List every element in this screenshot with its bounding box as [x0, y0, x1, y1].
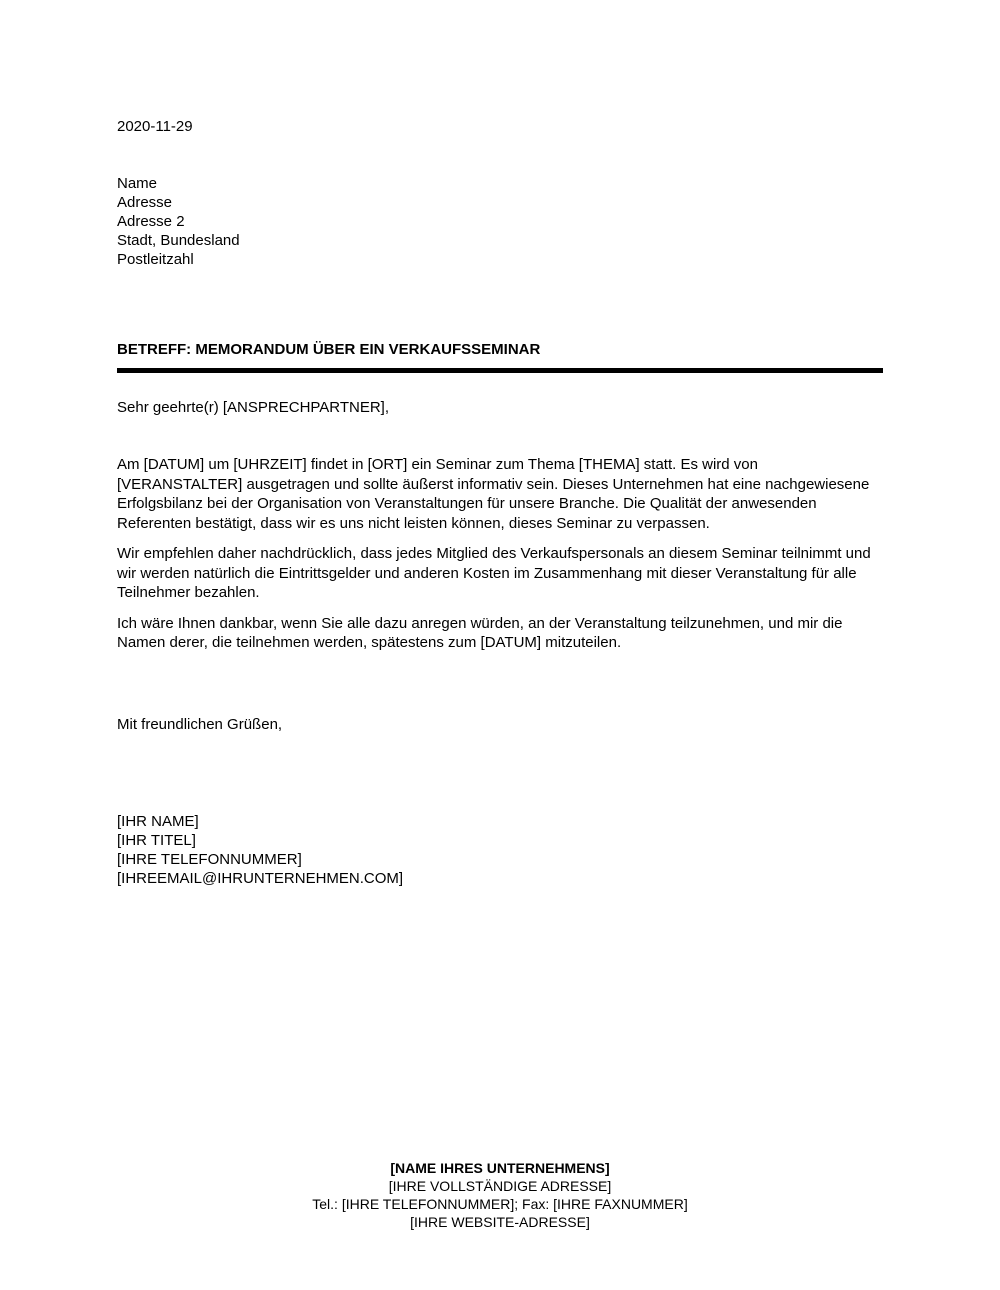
closing-line: Mit freundlichen Grüßen, [117, 716, 283, 733]
footer-company-address: [IHRE VOLLSTÄNDIGE ADRESSE] [388, 1178, 612, 1194]
recipient-address-block [117, 174, 240, 269]
signature-block [117, 812, 403, 888]
letter-body [117, 455, 883, 653]
footer-phone-fax: Tel.: [IHRE TELEFONNUMMER]; Fax: [IHRE FAXNUMMER] [312, 1196, 688, 1212]
signature-title: [IHR TITEL] [117, 832, 196, 849]
page-footer [0, 1159, 1000, 1231]
recipient-city-state: Stadt, Bundesland [117, 232, 240, 249]
subject-block [117, 340, 883, 373]
recipient-address-1: Adresse [117, 194, 173, 211]
footer-website: [IHRE WEBSITE-ADRESSE] [410, 1214, 590, 1230]
body-paragraph-3: Ich wäre Ihnen dankbar, wenn Sie alle dazu anregen würden, an der Veranstaltung teilzunehmen, und mir die Namen derer, die teilnehmen werden, spätestens zum [DATUM] mitzuteilen. [117, 614, 843, 651]
subject-divider-rule [117, 368, 883, 373]
signature-phone: [IHRE TELEFONNUMMER] [117, 851, 302, 868]
footer-company-name: [NAME IHRES UNTERNEHMENS] [390, 1160, 610, 1176]
body-paragraph-1: Am [DATUM] um [UHRZEIT] findet in [ORT] ein Seminar zum Thema [THEMA] statt. Es wird von [VERANSTALTER] ausgetragen und sollte äußerst informativ sein. Dieses Unternehmen hat eine nachgewiesene Erfolgsbilanz bei der Organisation von Veranstaltungen für unsere Branche. Die Qualität der anwesenden Referenten bestätigt, dass wir es uns nicht leisten können, dieses Seminar zu verpassen. [117, 456, 870, 532]
signature-email: [IHREEMAIL@IHRUNTERNEHMEN.COM] [117, 870, 404, 887]
recipient-name: Name [117, 175, 158, 192]
recipient-address-2: Adresse 2 [117, 213, 185, 230]
body-paragraph-2: Wir empfehlen daher nachdrücklich, dass jedes Mitglied des Verkaufspersonals an diesem Seminar teilnimmt und wir werden natürlich die Eintrittsgelder und anderen Kosten im Zusammenhang mit dieser Veranstaltung für alle Teilnehmer bezahlen. [117, 545, 871, 601]
letter-date: 2020-11-29 [117, 118, 193, 135]
salutation-line: Sehr geehrte(r) [ANSPRECHPARTNER], [117, 399, 390, 416]
recipient-postal-code: Postleitzahl [117, 251, 194, 268]
signature-name: [IHR NAME] [117, 813, 199, 830]
subject-line: BETREFF: MEMORANDUM ÜBER EIN VERKAUFSSEMINAR [117, 341, 541, 358]
